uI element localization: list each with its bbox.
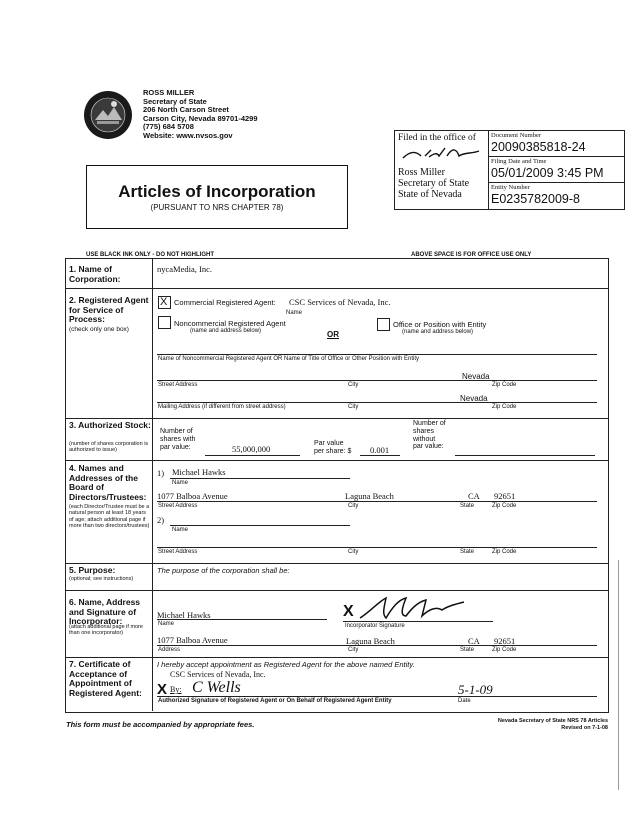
official-name: ROSS MILLER [143, 88, 195, 97]
section6-label: 6. Name, Address and Signature of Incorporator: [69, 597, 141, 626]
director2-state-caption: State [460, 549, 475, 555]
director2-zip-caption: Zip Code [492, 549, 517, 555]
agent-by: By: [170, 685, 182, 694]
office-position-sub: (name and address below) [402, 329, 474, 335]
agent-state-1[interactable]: Nevada [462, 372, 490, 381]
agent-street-caption: Street Address [158, 382, 198, 388]
section7-label: 7. Certificate of Acceptance of Appointment of Registered Agent: [69, 659, 142, 698]
commercial-agent-label: Commercial Registered Agent: [174, 298, 276, 307]
filing-datetime: 05/01/2009 3:45 PM [491, 166, 604, 180]
agent-state-2[interactable]: Nevada [460, 394, 488, 403]
nevada-state-seal [83, 90, 133, 140]
officer-state: State of Nevada [398, 189, 462, 200]
without-par-label-1: Number of [413, 420, 446, 427]
section4-note: (each Director/Trustee must be a natural person at least 18 years of age; attach additional page if more than two directors/trustees) [69, 504, 150, 529]
section6-note: (attach additional page if more than one incorporator) [69, 624, 143, 637]
ink-notice: USE BLACK INK ONLY - DO NOT HIGHLIGHT [86, 252, 215, 258]
secretary-signature [401, 144, 483, 166]
incorporator-zip[interactable]: 92651 [494, 636, 516, 646]
director2-name-caption: Name [172, 527, 189, 533]
section4-label: 4. Names and Addresses of the Board of Directors/Trustees: [69, 463, 147, 502]
without-par-label-2: shares [413, 427, 435, 435]
without-par-label-4: par value: [413, 443, 444, 451]
section3-label: 3. Authorized Stock: [69, 420, 151, 430]
incorporator-sig-caption: Incorporator Signature [345, 623, 405, 629]
without-par-label-3: without [413, 435, 436, 443]
filing-datetime-label: Filing Date and Time [491, 158, 547, 165]
document-title: Articles of Incorporation [118, 182, 316, 201]
with-par-label-3: par value: [160, 443, 191, 451]
section5-label: 5. Purpose: [69, 565, 116, 575]
form-reference-line1: Nevada Secretary of State NRS 78 Articles [497, 718, 608, 724]
office-website: Website: www.nvsos.gov [143, 130, 233, 140]
agent-zip-caption: Zip Code [492, 382, 517, 388]
agent-sign-date[interactable]: 5-1-09 [458, 682, 493, 697]
office-use-notice: ABOVE SPACE IS FOR OFFICE USE ONLY [411, 252, 532, 258]
director1-city[interactable]: Laguna Beach [345, 491, 394, 501]
with-par-label-2: shares with [160, 435, 196, 443]
incorporator-signature[interactable] [356, 594, 468, 624]
agent-mailing-zip-caption: Zip Code [492, 404, 517, 410]
document-subtitle: (PURSUANT TO NRS CHAPTER 78) [150, 203, 284, 212]
director1-zip[interactable]: 92651 [494, 491, 516, 501]
office-phone: (775) 684 5708 [143, 122, 194, 132]
corporation-name[interactable]: nycaMedia, Inc. [157, 264, 212, 274]
director1-street[interactable]: 1077 Balboa Avenue [157, 491, 228, 501]
agent-name-caption: Name of Noncommercial Registered Agent OR Name of Title of Office or Other Position with Entity [158, 356, 419, 362]
incorporator-name[interactable]: Michael Hawks [157, 610, 211, 620]
agent-city-caption: City [348, 382, 359, 388]
agent-sig-caption: Authorized Signature of Registered Agent or On Behalf of Registered Agent Entity [158, 698, 392, 704]
official-title: Secretary of State [143, 96, 207, 106]
form-reference-line2: Revised on 7-1-08 [561, 724, 608, 731]
incorporator-city[interactable]: Laguna Beach [346, 636, 395, 646]
officer-name: Ross Miller [398, 167, 445, 178]
office-address-line2: Carson City, Nevada 89701-4299 [143, 113, 258, 123]
agent-acceptance-text: I hereby accept appointment as Registered Agent for the above named Entity. [157, 660, 415, 669]
noncommercial-agent-sub: (name and address below) [190, 328, 262, 334]
agent-signature[interactable]: C Wells [192, 679, 241, 696]
entity-number-label: Entity Number [491, 184, 530, 191]
director1-city-caption: City [348, 503, 359, 509]
incorporator-state-caption: State [460, 647, 475, 653]
shares-with-par-value[interactable]: 55,000,000 [232, 444, 271, 454]
incorporator-zip-caption: Zip Code [492, 647, 517, 653]
agent-mailing-city-caption: City [348, 404, 359, 410]
director2-city-caption: City [348, 549, 359, 555]
director2-number: 2) [157, 515, 165, 525]
document-number: 20090385818-24 [491, 140, 586, 154]
director1-state-caption: State [460, 503, 475, 509]
noncommercial-agent-label: Noncommercial Registered Agent [174, 319, 286, 328]
incorporator-address-caption: Address [158, 647, 181, 653]
director1-number: 1) [157, 468, 165, 478]
with-par-label-1: Number of [160, 428, 193, 435]
incorporator-name-caption: Name [158, 621, 175, 627]
director1-name-caption: Name [172, 480, 189, 486]
section1-label: 1. Name of Corporation: [69, 264, 121, 284]
director2-street-caption: Street Address [158, 549, 198, 555]
director1-street-caption: Street Address [158, 503, 198, 509]
section2-label: 2. Registered Agent for Service of Process: [69, 295, 149, 324]
office-position-label: Office or Position with Entity [393, 320, 487, 329]
commercial-name-caption: Name [286, 310, 303, 316]
section2-note: (check only one box) [69, 326, 129, 333]
office-position-checkbox[interactable] [377, 318, 390, 331]
agent-entity-name: CSC Services of Nevada, Inc. [170, 670, 266, 679]
purpose-text[interactable]: The purpose of the corporation shall be: [157, 566, 290, 575]
incorporator-city-caption: City [348, 647, 359, 653]
incorporator-sig-x: X [343, 603, 354, 620]
entity-number: E0235782009-8 [491, 192, 580, 206]
filing-stamp-box [394, 130, 625, 210]
commercial-agent-checkbox[interactable]: X [158, 296, 171, 309]
par-value-label-2: per share: $ [314, 447, 352, 455]
agent-mailing-caption: Mailing Address (if different from street address) [158, 404, 286, 410]
par-value-per-share[interactable]: 0.001 [370, 445, 390, 455]
noncommercial-agent-checkbox[interactable] [158, 316, 171, 329]
title-box [86, 165, 348, 229]
director1-state[interactable]: CA [468, 491, 480, 501]
agent-sig-x: X [157, 681, 168, 698]
filed-in-office-of: Filed in the office of [398, 133, 476, 143]
commercial-agent-value[interactable]: CSC Services of Nevada, Inc. [289, 297, 391, 307]
document-number-label: Document Number [491, 132, 542, 139]
incorporator-state[interactable]: CA [468, 636, 480, 646]
agent-date-caption: Date [458, 698, 471, 704]
director1-name[interactable]: Michael Hawks [172, 467, 226, 477]
director1-zip-caption: Zip Code [492, 503, 517, 509]
fees-notice: This form must be accompanied by appropriate fees. [66, 720, 255, 729]
incorporator-address[interactable]: 1077 Balboa Avenue [157, 635, 228, 645]
section5-note: (optional; see instructions) [69, 576, 134, 582]
or-text: OR [327, 330, 339, 339]
par-value-label-1: Par value [314, 440, 344, 447]
officer-title: Secretary of State [398, 178, 470, 189]
office-address-line1: 206 North Carson Street [143, 105, 229, 115]
section3-note: (number of shares corporation is authorized to issue) [69, 441, 149, 454]
